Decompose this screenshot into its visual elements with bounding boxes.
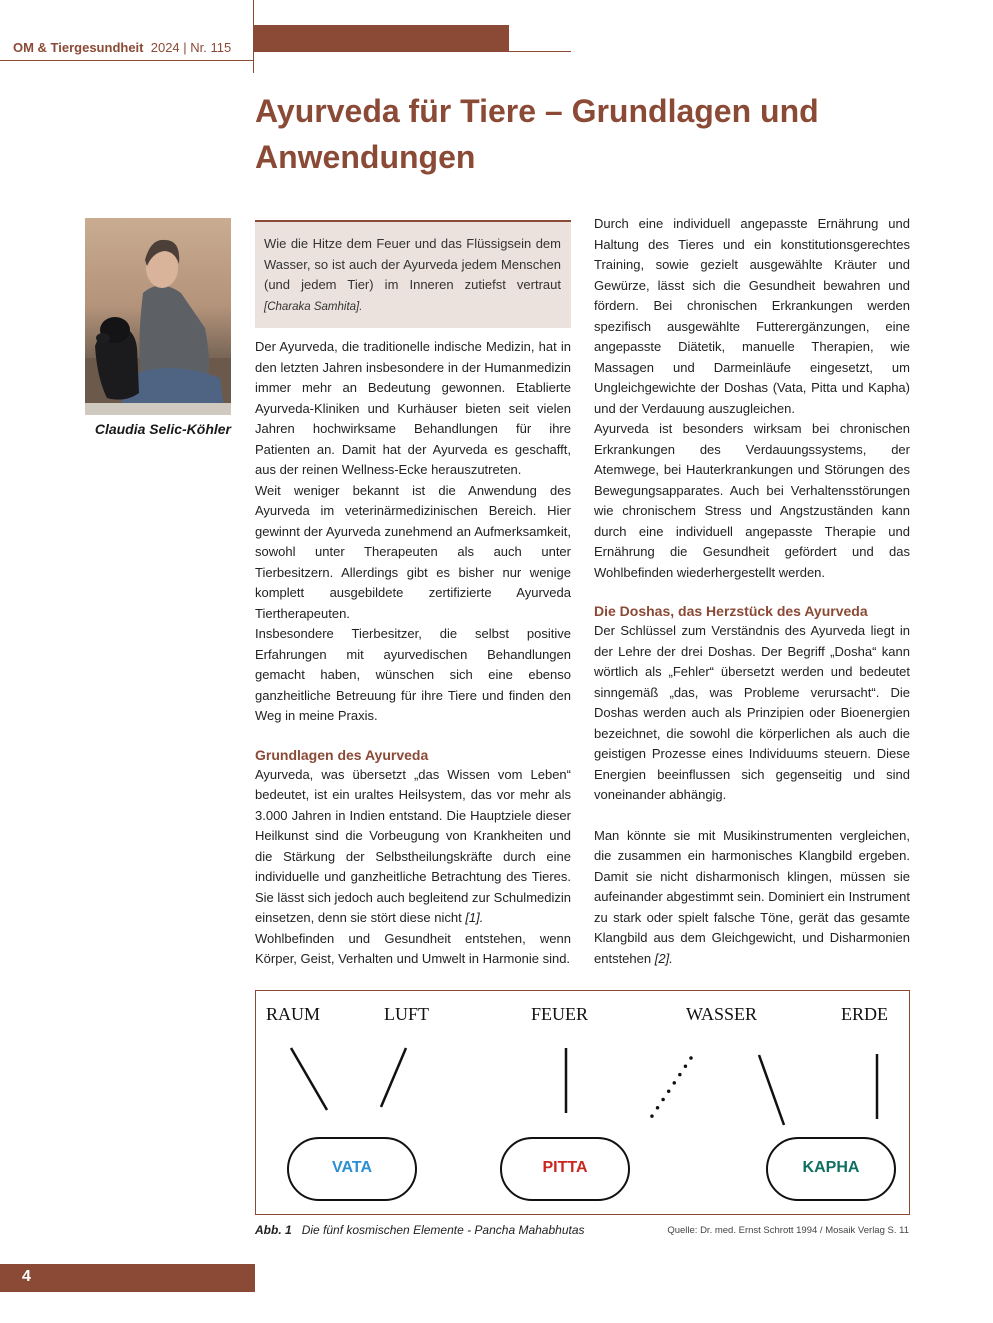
paragraph-text: Ayurveda, was übersetzt „das Wissen vom Leben“ bedeutet, ist ein uraltes Heilsystem, das vor mehr als 3.000 Jahren in Indien entstand. Die Hauptziele dieser Heilkunst sind die Vorbeugung von Krankheiten und die Stärkung der Selbstheilungskräfte durch eine individuelle und ganzheitliche Betrachtung des Tieres. Sie lässt sich jedoch auch begleitend zur Schulmedizin einsetzen, denn sie stört diese nicht (255, 766, 571, 925)
paragraph: Der Schlüssel zum Verständnis des Ayurveda liegt in der Lehre der drei Doshas. Der Begriff „Dosha“ kann wörtlich als „Fehler“ übersetzt werden und bedeutet sinngemäß „das, was Probleme verursacht“. Die Doshas werden auch als Prinzipien oder Bioenergien bezeichnet, die sowohl die körperlichen als auch die geistigen Prozesse eines Individuums steuern. Diese Energien beeinflussen sich gegenseitig und sind voneinander abhängig. (594, 623, 910, 802)
paragraph: Durch eine individuell angepasste Ernährung und Haltung des Tieres und ein konstitutionsgerechtes Training, sowie gezielt ausgewählte Kräuter und Gewürze, lässt sich die Gesundheit bewahren und fördern. Bei chronischen Erkrankungen werden spezifisch ausgewählte Futterergänzungen, eine angepasste Diätetik, manuelle Therapien, wie Massagen und Darmeinläufe eingesetzt, um Ungleichgewichte der Doshas (Vata, Pitta und Kapha) und der Verdauung auszugleichen. (594, 216, 910, 416)
connector-wasser-kapha (759, 1055, 784, 1125)
header-rule (254, 51, 571, 52)
footer-color-bar (0, 1264, 255, 1292)
element-label-wasser: WASSER (686, 1004, 758, 1024)
figure-source: Quelle: Dr. med. Ernst Schrott 1994 / Mosaik Verlag S. 11 (667, 1225, 909, 1236)
dosha-vata: VATA (287, 1137, 417, 1201)
paragraph: Ayurveda ist besonders wirksam bei chronischen Erkrankungen des Verdauungssystems, der Atemwege, bei Hauterkrankungen und Störungen des Bewegungsapparates. Auch bei Verhaltensstörungen wie chronischem Stress und Angstzuständen kann durch eine individuell angepasste Therapie und Ernährung die Gesundheit gefördert und das Wohlbefinden wiederhergestellt werden. (594, 421, 910, 580)
text-column-left (255, 337, 571, 970)
element-label-feuer: FEUER (531, 1004, 589, 1024)
paragraph: Wohlbefinden und Gesundheit entstehen, wenn Körper, Geist, Verhalten und Umwelt in Harmonie sind. (255, 930, 571, 966)
paragraph: Weit weniger bekannt ist die Anwendung des Ayurveda im veterinärmedizinischen Bereich. Hier gewinnt der Ayurveda zunehmend an Aufmerksamkeit, sowohl unter Therapeuten als auch unter Tierbesitzern. Allerdings gibt es bisher nur wenige komplett ausgebildete zertifizierte Ayurveda Tiertherapeuten. (255, 482, 571, 621)
header-underline (0, 60, 253, 61)
section-heading: Die Doshas, das Herzstück des Ayurveda (594, 603, 868, 619)
figure-elements-diagram (255, 990, 910, 1215)
issue-meta: 2024 | Nr. 115 (150, 40, 232, 55)
section-heading: Grundlagen des Ayurveda (255, 746, 429, 763)
dosha-kapha: KAPHA (766, 1137, 896, 1201)
text-column-right (594, 214, 910, 969)
dosha-pitta: PITTA (500, 1137, 630, 1201)
quote-source: [Charaka Samhita]. (264, 300, 363, 313)
article-title: Ayurveda für Tiere – Grundlagen und Anwendungen (255, 93, 819, 175)
paragraph (594, 826, 910, 970)
header-color-bar (254, 25, 509, 52)
paragraph (255, 765, 571, 929)
journal-name: OM & Tiergesundheit (13, 40, 144, 55)
running-header (13, 40, 231, 55)
figure-caption (255, 1223, 585, 1237)
citation-ref: [2]. (654, 950, 673, 966)
element-label-raum: RAUM (266, 1004, 321, 1024)
paragraph: Der Ayurveda, die traditionelle indische Medizin, hat in den letzten Jahren insbesondere in der Humanmedizin immer mehr an Bedeutung gewonnen. Etablierte Ayurveda-Kliniken und Kurhäuser bieten seit vielen Jahren hochwirksame Behandlungen für ihre Patienten an. Damit hat der Ayurveda es geschafft, aus der reinen Wellness-Ecke herauszutreten. (255, 339, 571, 477)
connector-wasser-pitta (650, 1058, 691, 1119)
paragraph: Insbesondere Tierbesitzer, die selbst positive Erfahrungen mit ayurvedischen Behandlungen gemacht haben, wünschen sich eine ebenso ganzheitliche Betreuung für ihre Tiere und finden den Weg in meine Praxis. (255, 626, 571, 723)
citation-ref: [1]. (465, 910, 484, 925)
page-number: 4 (22, 1268, 31, 1285)
connector-luft-vata (381, 1048, 406, 1107)
element-label-erde: ERDE (841, 1004, 888, 1024)
quote-text: Wie die Hitze dem Feuer und das Flüssigsein dem Wasser, so ist auch der Ayurveda jedem Menschen (und jedem Tier) im Inneren zutiefst vertraut (264, 236, 561, 292)
epigraph-quote (255, 220, 571, 328)
connector-raum-vata (291, 1048, 327, 1110)
caption-label: Abb. 1 (255, 1223, 292, 1237)
element-label-luft: LUFT (384, 1004, 429, 1024)
author-name: Claudia Selic-Köhler (94, 421, 231, 437)
author-photo (85, 218, 231, 415)
caption-text: Die fünf kosmischen Elemente - Pancha Mahabhutas (301, 1223, 585, 1237)
paragraph-text: Man könnte sie mit Musikinstrumenten vergleichen, die zusammen ein harmonisches Klangbild ergeben. Damit sie nicht disharmonisch klingen, müssen sie aufeinander abgestimmt sein. Dominiert ein Instrument zu stark oder spielt falsche Töne, gerät das gesamte Klangbild aus dem Gleichgewicht, und Disharmonien entstehen (594, 827, 910, 966)
